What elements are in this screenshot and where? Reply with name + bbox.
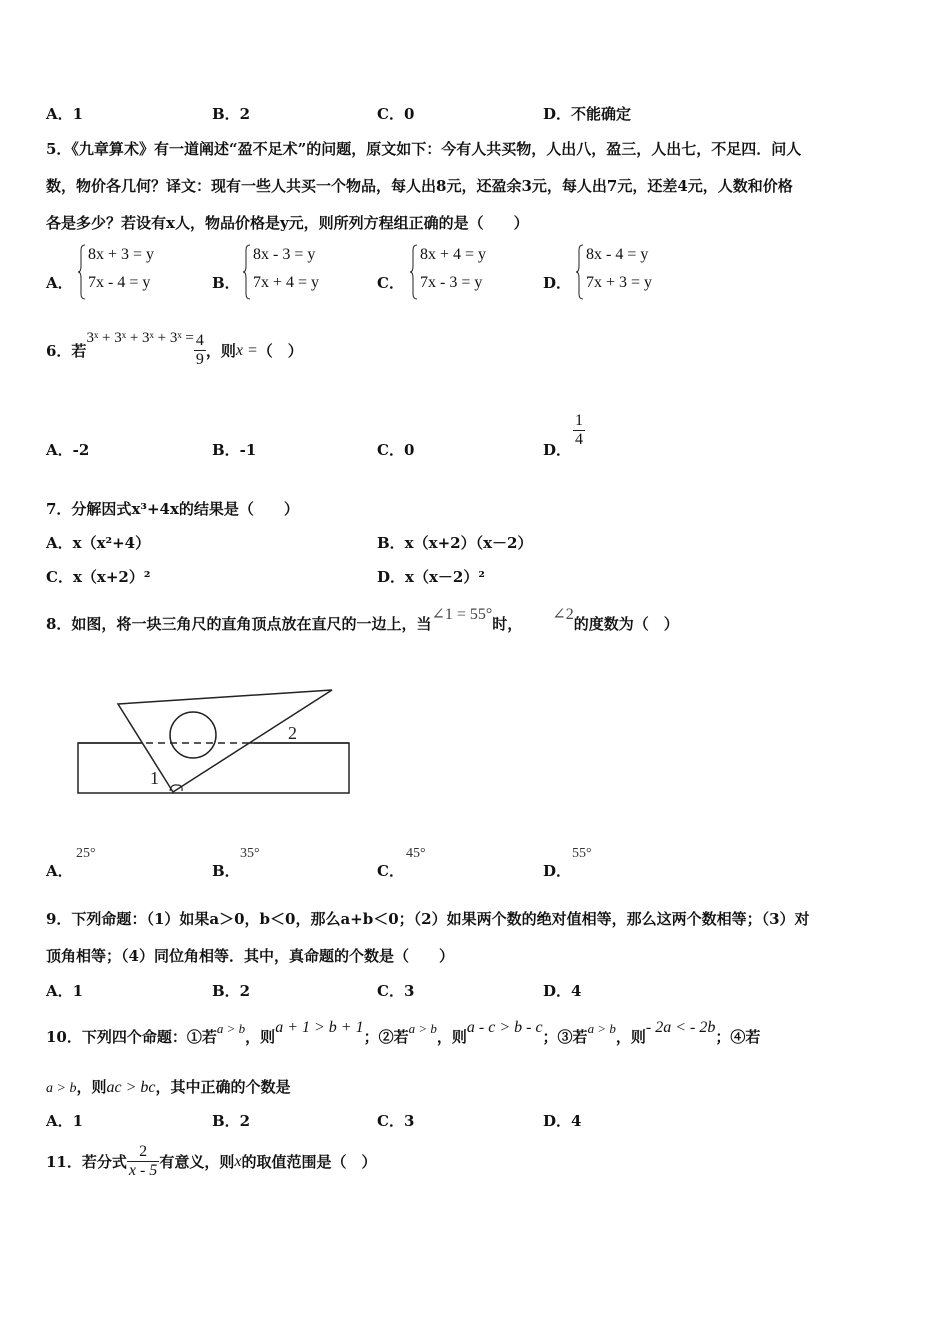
- q11-fraction-denominator: x - 5: [128, 1162, 158, 1179]
- q8-figure: [70, 680, 360, 800]
- q10-t6: ，则: [615, 1028, 646, 1046]
- q8-value-a: 25°: [76, 846, 96, 861]
- q8-stem: [46, 606, 679, 634]
- q6-expression: 3ˣ + 3ˣ + 3ˣ + 3ˣ =: [86, 330, 194, 346]
- q9-option-a: A．1: [46, 982, 84, 1000]
- brace-icon: [410, 244, 418, 300]
- q6-fraction: [194, 332, 206, 369]
- q7-option-a: A．x（x²+4）: [46, 534, 151, 552]
- q10-cond-1: a > b: [216, 1021, 246, 1036]
- q10-option-a: A．1: [46, 1112, 84, 1130]
- q5-system-c: [410, 244, 510, 300]
- q5-label-d: D．: [543, 274, 572, 292]
- q11-fraction-numerator: 2: [139, 1143, 148, 1160]
- q5-stem-line-2: 数，物价各几何？译文：现有一些人共买一个物品，每人出8元，还盈余3元，每人出7元，还差4元，人数和价格: [46, 177, 793, 195]
- q5-b-eq-1: 8x - 3 = y: [253, 246, 316, 263]
- q11-prefix: 11．若分式: [46, 1153, 127, 1171]
- q8-angle-1: ∠1 = 55°: [431, 606, 493, 623]
- brace-icon: [243, 244, 251, 300]
- brace-icon: [576, 244, 584, 300]
- q9-option-d: D．4: [543, 982, 582, 1000]
- q5-system-d: [576, 244, 676, 300]
- q10-t9: ，其中正确的个数是: [155, 1078, 291, 1096]
- angle-label-2: 2: [288, 723, 297, 743]
- q5-stem-line-1: 5．《九章算术》有一道阐述“盈不足术”的问题，原文如下：今有人共买物，人出八，盈三，人出七，不足四．问人: [46, 140, 802, 158]
- q10-result-1: a + 1 > b + 1: [275, 1019, 364, 1036]
- q6-prefix: 6．若: [46, 342, 87, 360]
- q6-d-numerator: 1: [575, 412, 583, 429]
- q6-stem: [46, 332, 303, 369]
- q8-stem-a: 8．如图，将一块三角尺的直角顶点放在直尺的一边上，当: [46, 615, 432, 633]
- q7-option-b: B．x（x+2）（x－2）: [377, 534, 533, 552]
- q5-d-eq-2: 7x + 3 = y: [586, 274, 653, 291]
- q5-label-b: B．: [212, 274, 240, 292]
- q8-angle-2: ∠2: [552, 606, 574, 623]
- q10-option-d: D．4: [543, 1112, 582, 1130]
- q11-fraction: [127, 1143, 159, 1180]
- q7-option-c: C．x（x+2）²: [46, 568, 151, 586]
- q10-cond-3: a > b: [587, 1021, 616, 1036]
- q10-t1: 10．下列四个命题：①若: [46, 1028, 217, 1046]
- q9-stem-line-2: 顶角相等；（4）同位角相等．其中，真命题的个数是（ ）: [46, 947, 454, 965]
- q8-label-d: D．: [543, 862, 572, 880]
- q8-label-b: B．: [212, 862, 240, 880]
- q4-option-c: C．0: [377, 105, 415, 123]
- q6-fraction-denominator: 9: [195, 351, 204, 368]
- q10-cond-2: a > b: [408, 1021, 437, 1036]
- q9-stem-line-1: 9．下列命题：（1）如果a＞0，b＜0，那么a+b＜0；（2）如果两个数的绝对值相等，那么这两个数相等；（3）对: [46, 910, 810, 928]
- angle-label-1: 1: [150, 768, 159, 788]
- q6-suffix: ，则: [205, 342, 236, 360]
- q9-option-c: C．3: [377, 982, 415, 1000]
- q7-option-d: D．x（x－2）²: [377, 568, 485, 586]
- q8-label-a: A．: [46, 862, 73, 880]
- q5-b-eq-2: 7x + 4 = y: [253, 274, 320, 291]
- q10-t8: ，则: [76, 1078, 107, 1096]
- q5-system-a: [78, 244, 178, 300]
- q10-option-c: C．3: [377, 1112, 415, 1130]
- q10-cond-4: a > b: [46, 1081, 77, 1096]
- q10-option-b: B．2: [212, 1112, 251, 1130]
- q10-t7: ；④若: [715, 1028, 761, 1046]
- q10-result-4: ac > bc: [106, 1079, 156, 1096]
- q5-system-b: [243, 244, 343, 300]
- brace-icon: [78, 244, 86, 300]
- q5-label-c: C．: [377, 274, 404, 292]
- q5-d-eq-1: 8x - 4 = y: [586, 246, 649, 263]
- q5-c-eq-2: 7x - 3 = y: [420, 274, 483, 291]
- q5-c-eq-1: 8x + 4 = y: [420, 246, 487, 263]
- q11-stem: [46, 1143, 376, 1180]
- q7-stem: 7．分解因式x³+4x的结果是（ ）: [46, 500, 299, 518]
- q6-d-denominator: 4: [575, 431, 583, 448]
- q10-t5: ；③若: [542, 1028, 588, 1046]
- q8-value-d: 55°: [572, 846, 592, 861]
- q10-t4: ，则: [436, 1028, 467, 1046]
- q10-stem-line-2: [46, 1076, 290, 1097]
- q4-option-d: D．不能确定: [543, 105, 632, 123]
- q6-fraction-numerator: 4: [195, 332, 204, 349]
- q8-value-b: 35°: [240, 846, 260, 861]
- q6-option-c: C．0: [377, 441, 415, 459]
- q4-option-a: A．1: [46, 105, 84, 123]
- q5-label-a: A．: [46, 274, 73, 292]
- q10-t2: ，则: [245, 1028, 276, 1046]
- q6-option-a: A．-2: [46, 441, 90, 459]
- q6-x-equals: x =: [235, 341, 258, 359]
- q11-mid: 有意义，则: [159, 1153, 235, 1171]
- q10-stem-line-1: [46, 1019, 761, 1047]
- q8-stem-b: 时，: [492, 615, 523, 633]
- q10-result-3: - 2a < - 2b: [645, 1019, 716, 1036]
- q5-stem-line-3: 各是多少？若设有x人，物品价格是y元，则所列方程组正确的是（ ）: [46, 214, 529, 232]
- q6-option-d-fraction: [573, 412, 585, 449]
- q8-stem-c: 的度数为（ ）: [573, 615, 679, 633]
- q4-option-b: B．2: [212, 105, 251, 123]
- q9-option-b: B．2: [212, 982, 251, 1000]
- q10-t3: ；②若: [363, 1028, 409, 1046]
- q5-a-eq-2: 7x - 4 = y: [88, 274, 151, 291]
- q5-a-eq-1: 8x + 3 = y: [88, 246, 155, 263]
- q11-suffix: 的取值范围是（ ）: [241, 1153, 377, 1171]
- q11-variable: x: [234, 1152, 242, 1170]
- q8-label-c: C．: [377, 862, 404, 880]
- q8-value-c: 45°: [406, 846, 426, 861]
- q10-result-2: a - c > b - c: [466, 1019, 543, 1036]
- q6-bracket: （ ）: [257, 342, 303, 360]
- q6-option-d: D．: [543, 441, 572, 459]
- q6-option-b: B．-1: [212, 441, 257, 459]
